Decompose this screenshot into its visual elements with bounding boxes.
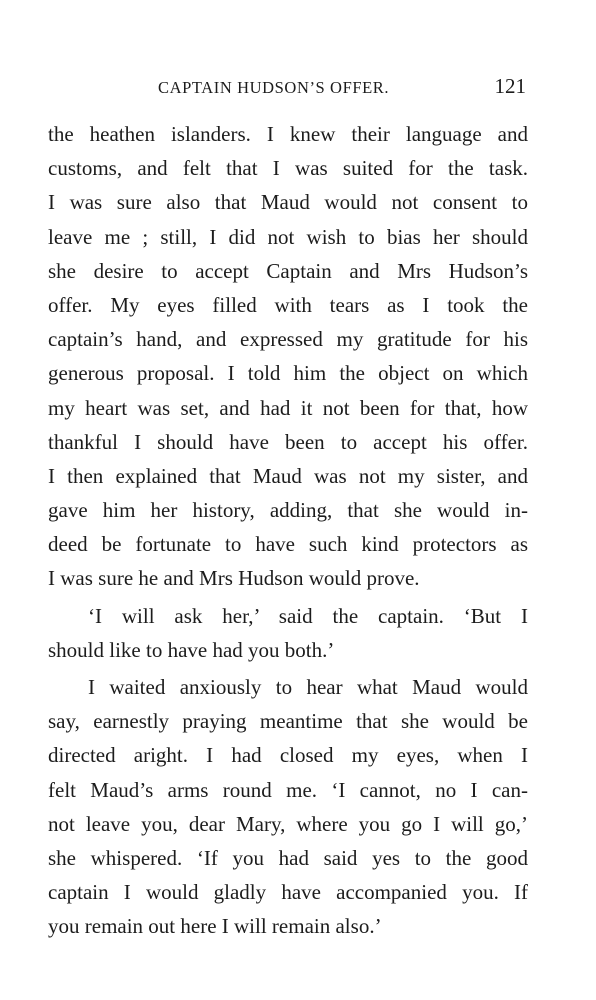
- text-line: the heathen islanders. I knew their language and: [48, 122, 528, 146]
- body-text: [48, 117, 528, 944]
- text-line: you remain out here I will remain also.’: [48, 914, 382, 939]
- text-line: ‘I will ask her,’ said the captain. ‘But I: [88, 603, 528, 628]
- text-line: I was sure also that Maud would not consent to: [48, 190, 528, 215]
- text-line: gave him her history, adding, that she would in-: [48, 498, 528, 523]
- text-line: I waited anxiously to hear what Maud would: [88, 675, 528, 699]
- text-line: she whispered. ‘If you had said yes to the good: [48, 845, 528, 870]
- text-line: my heart was set, and had it not been for that, how: [48, 395, 528, 420]
- text-line: customs, and felt that I was suited for the task.: [48, 156, 528, 181]
- text-line: she desire to accept Captain and Mrs Hudson’s: [48, 258, 528, 283]
- page-number: 121: [494, 74, 526, 98]
- text-line: say, earnestly praying meantime that she would be: [48, 709, 528, 734]
- text-line: generous proposal. I told him the object on which: [48, 361, 528, 386]
- running-title: CAPTAIN HUDSON’S OFFER.: [158, 78, 390, 97]
- paragraph: [48, 117, 528, 596]
- text-line: directed aright. I had closed my eyes, when I: [48, 743, 528, 768]
- text-line: not leave you, dear Mary, where you go I will go,’: [48, 811, 528, 836]
- text-line: leave me ; still, I did not wish to bias her should: [48, 224, 528, 249]
- text-line: should like to have had you both.’: [48, 637, 335, 662]
- paragraph: [48, 599, 528, 667]
- text-line: thankful I should have been to accept his offer.: [48, 429, 528, 454]
- text-line: I then explained that Maud was not my sister, and: [48, 463, 528, 488]
- text-line: felt Maud’s arms round me. ‘I cannot, no I can-: [48, 777, 528, 802]
- text-line: captain’s hand, and expressed my gratitude for his: [48, 327, 528, 352]
- running-head: [48, 74, 528, 104]
- text-line: I was sure he and Mrs Hudson would prove.: [48, 566, 420, 591]
- paragraph: [48, 670, 528, 944]
- text-line: captain I would gladly have accompanied you. If: [48, 880, 528, 905]
- text-line: deed be fortunate to have such kind protectors as: [48, 532, 528, 557]
- text-line: offer. My eyes filled with tears as I took the: [48, 292, 528, 317]
